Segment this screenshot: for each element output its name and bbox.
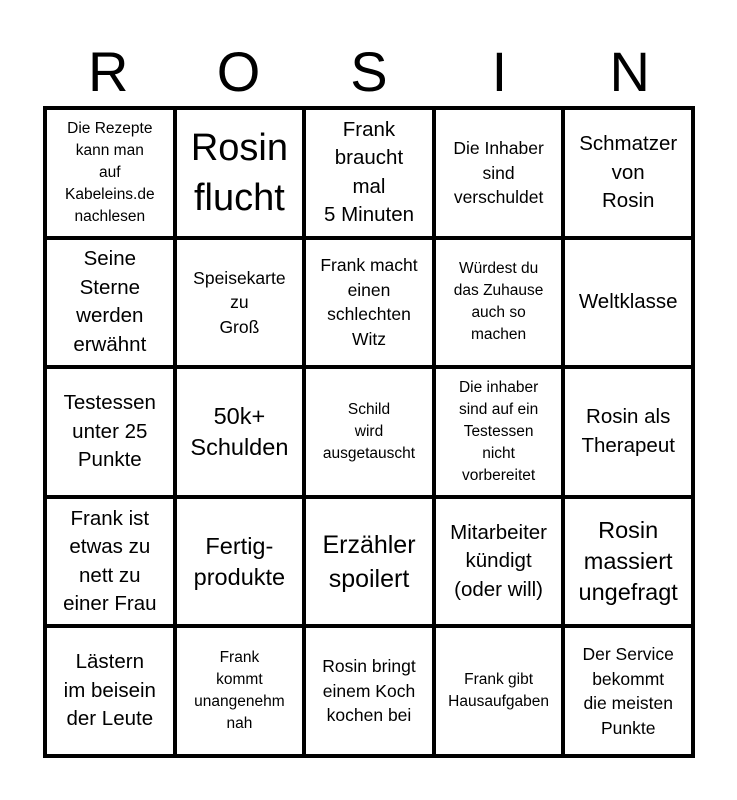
bingo-board — [43, 106, 695, 758]
bingo-cell[interactable] — [434, 626, 564, 756]
bingo-cell[interactable] — [563, 367, 693, 497]
bingo-cell[interactable] — [434, 497, 564, 627]
cell-text: Frank kommt unangenehm nah — [194, 649, 285, 733]
bingo-cell[interactable] — [45, 238, 175, 368]
bingo-cell[interactable] — [304, 626, 434, 756]
cell-text: Würdest du das Zuhause auch so machen — [453, 260, 544, 344]
cell-text: Die Inhaber sind verschuldet — [453, 138, 544, 208]
bingo-cell[interactable] — [45, 626, 175, 756]
bingo-cell[interactable] — [45, 108, 175, 238]
cell-text: Rosin flucht — [190, 126, 288, 219]
cell-text: Erzähler spoilert — [322, 530, 416, 593]
cell-text: Die inhaber sind auf ein Testessen nicht vorbereitet — [458, 378, 539, 484]
cell-text: Frank macht einen schlechten Witz — [320, 255, 418, 349]
cell-text: Frank braucht mal 5 Minuten — [323, 117, 414, 227]
bingo-cell[interactable] — [304, 497, 434, 627]
bingo-cell[interactable] — [563, 108, 693, 238]
cell-text: Speisekarte zu Groß — [193, 267, 286, 337]
cell-text: Schmatzer von Rosin — [579, 132, 678, 213]
cell-text: Frank ist etwas zu nett zu einer Frau — [63, 506, 157, 616]
bingo-cell[interactable] — [304, 238, 434, 368]
cell-text: Weltklasse — [578, 290, 678, 314]
bingo-cell[interactable] — [563, 626, 693, 756]
bingo-cell[interactable] — [434, 367, 564, 497]
cell-text: Frank gibt Hausaufgaben — [448, 671, 550, 711]
bingo-cell[interactable] — [434, 238, 564, 368]
cell-text: Schild wird ausgetauscht — [322, 400, 416, 462]
cell-text: Rosin bringt einem Koch kochen bei — [322, 656, 416, 726]
bingo-cell[interactable] — [175, 626, 305, 756]
cell-text: 50k+ Schulden — [190, 402, 289, 460]
cell-text: Der Service bekommt die meisten Punkte — [582, 644, 674, 738]
header-letter-s: S — [350, 40, 388, 103]
cell-text: Rosin als Therapeut — [581, 405, 675, 457]
bingo-cell[interactable] — [175, 367, 305, 497]
cell-text: Mitarbeiter kündigt (oder will) — [450, 520, 548, 601]
header-letter-i: I — [491, 40, 508, 103]
bingo-cell[interactable] — [175, 497, 305, 627]
bingo-cell[interactable] — [175, 238, 305, 368]
bingo-cell[interactable] — [45, 367, 175, 497]
bingo-cell[interactable] — [175, 108, 305, 238]
bingo-cell[interactable] — [563, 238, 693, 368]
cell-text: Rosin massiert ungefragt — [578, 517, 678, 606]
bingo-cell[interactable] — [563, 497, 693, 627]
bingo-cell[interactable] — [304, 108, 434, 238]
bingo-cell[interactable] — [45, 497, 175, 627]
bingo-cell[interactable] — [434, 108, 564, 238]
bingo-header — [43, 38, 695, 106]
header-letter-n: N — [609, 40, 650, 103]
bingo-cell[interactable] — [304, 367, 434, 497]
cell-text: Fertig- produkte — [193, 532, 286, 590]
header-letter-o: O — [216, 40, 261, 103]
cell-text: Lästern im beisein der Leute — [63, 650, 156, 731]
cell-text: Die Rezepte kann man auf Kabeleins.de nachlesen — [64, 119, 155, 225]
header-letter-r: R — [87, 40, 129, 103]
cell-text: Testessen unter 25 Punkte — [63, 391, 156, 472]
cell-text: Seine Sterne werden erwähnt — [73, 247, 147, 356]
